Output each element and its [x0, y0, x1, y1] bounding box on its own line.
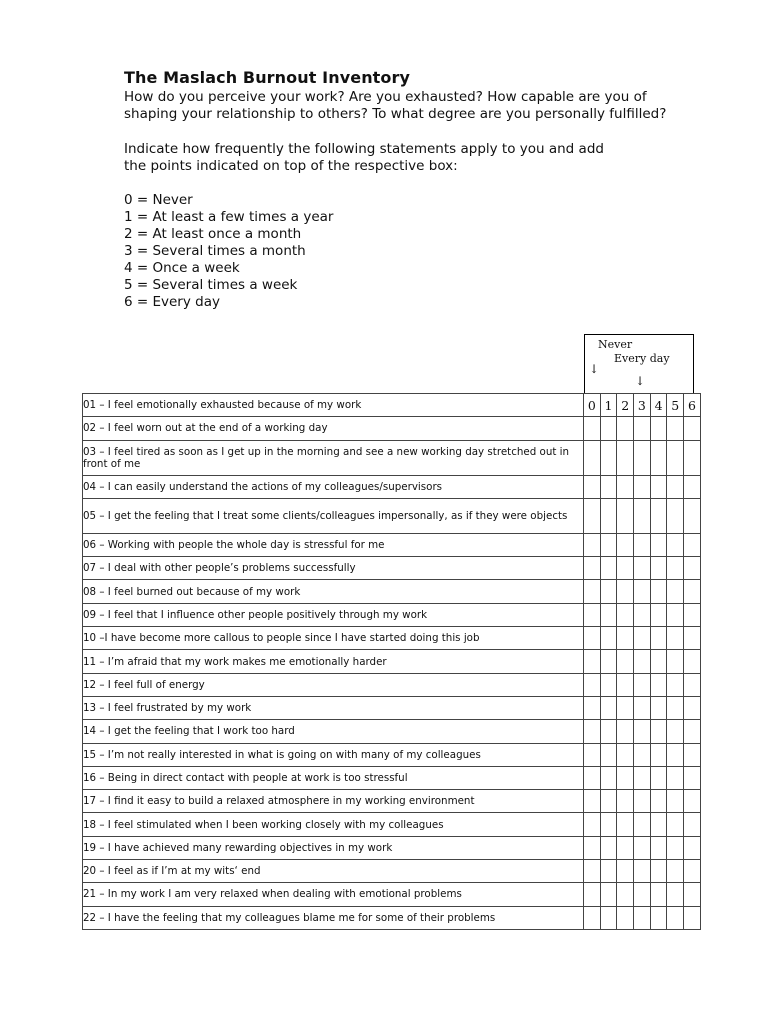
score-box[interactable] [634, 836, 651, 859]
score-box[interactable] [650, 673, 667, 696]
statement-row [83, 580, 701, 603]
statement-text: 19 – I have achieved many rewarding objectives in my work [83, 836, 584, 859]
statement-row [83, 813, 701, 836]
score-box[interactable] [617, 498, 634, 533]
score-box[interactable] [584, 790, 601, 813]
score-box[interactable] [650, 720, 667, 743]
statement-row [83, 743, 701, 766]
score-box[interactable] [600, 813, 617, 836]
statement-text: 04 – I can easily understand the actions of my colleagues/supervisors [83, 475, 584, 498]
score-box[interactable] [667, 813, 684, 836]
score-box[interactable] [650, 860, 667, 883]
intro-text [124, 89, 724, 123]
score-box[interactable] [600, 580, 617, 603]
score-column-header: 3 [634, 394, 651, 417]
score-box[interactable] [684, 417, 701, 440]
score-box[interactable] [634, 557, 651, 580]
score-box[interactable] [617, 813, 634, 836]
statement-row [83, 417, 701, 440]
score-column-header: 6 [684, 394, 701, 417]
score-box[interactable] [634, 533, 651, 556]
score-box[interactable] [584, 440, 601, 475]
score-box[interactable] [684, 860, 701, 883]
score-column-header: 0 [584, 394, 601, 417]
score-column-header: 2 [617, 394, 634, 417]
score-box[interactable] [634, 720, 651, 743]
score-box[interactable] [684, 498, 701, 533]
score-box[interactable] [684, 475, 701, 498]
score-box[interactable] [634, 743, 651, 766]
statement-text: 18 – I feel stimulated when I been working closely with my colleagues [83, 813, 584, 836]
score-box[interactable] [684, 813, 701, 836]
score-box[interactable] [617, 627, 634, 650]
score-box[interactable] [667, 883, 684, 906]
score-box[interactable] [584, 533, 601, 556]
score-box[interactable] [617, 417, 634, 440]
score-box[interactable] [634, 860, 651, 883]
score-box[interactable] [650, 813, 667, 836]
statement-row [83, 836, 701, 859]
statement-text: 11 – I’m afraid that my work makes me emotionally harder [83, 650, 584, 673]
legend-never-label: Never [598, 338, 633, 351]
score-box[interactable] [634, 498, 651, 533]
score-box[interactable] [617, 475, 634, 498]
score-box[interactable] [634, 603, 651, 626]
score-box[interactable] [634, 790, 651, 813]
score-box[interactable] [584, 720, 601, 743]
scale-item: 1 = At least a few times a year [124, 209, 334, 225]
page-title: The Maslach Burnout Inventory [124, 68, 411, 87]
score-box[interactable] [584, 417, 601, 440]
score-box[interactable] [617, 836, 634, 859]
score-box[interactable] [650, 475, 667, 498]
score-box[interactable] [650, 627, 667, 650]
score-box[interactable] [600, 883, 617, 906]
score-box[interactable] [684, 906, 701, 929]
score-box[interactable] [634, 440, 651, 475]
score-box[interactable] [617, 673, 634, 696]
score-box[interactable] [650, 533, 667, 556]
score-box[interactable] [667, 696, 684, 719]
score-box[interactable] [634, 475, 651, 498]
score-box[interactable] [584, 603, 601, 626]
score-box[interactable] [684, 673, 701, 696]
statement-row [83, 673, 701, 696]
score-box[interactable] [667, 533, 684, 556]
score-box[interactable] [600, 498, 617, 533]
score-box[interactable] [667, 790, 684, 813]
score-box[interactable] [650, 557, 667, 580]
score-box[interactable] [684, 650, 701, 673]
score-box[interactable] [600, 720, 617, 743]
statement-row [83, 650, 701, 673]
score-box[interactable] [650, 440, 667, 475]
score-box[interactable] [617, 743, 634, 766]
score-box[interactable] [584, 860, 601, 883]
score-box[interactable] [584, 475, 601, 498]
score-box[interactable] [684, 580, 701, 603]
score-box[interactable] [600, 906, 617, 929]
score-box[interactable] [600, 557, 617, 580]
statement-text: 12 – I feel full of energy [83, 673, 584, 696]
statement-row [83, 790, 701, 813]
score-box[interactable] [600, 417, 617, 440]
scale-item: 5 = Several times a week [124, 277, 298, 293]
score-box[interactable] [667, 627, 684, 650]
rating-scale [124, 192, 724, 311]
intro-line: shaping your relationship to others? To what degree are you personally fulfilled? [124, 106, 667, 122]
score-box[interactable] [634, 696, 651, 719]
score-box[interactable] [650, 743, 667, 766]
score-box[interactable] [584, 580, 601, 603]
statement-row [83, 860, 701, 883]
score-box[interactable] [634, 906, 651, 929]
score-box[interactable] [684, 790, 701, 813]
score-box[interactable] [584, 557, 601, 580]
score-box[interactable] [667, 475, 684, 498]
score-box[interactable] [617, 790, 634, 813]
score-box[interactable] [584, 883, 601, 906]
score-box[interactable] [584, 696, 601, 719]
statement-text: 03 – I feel tired as soon as I get up in the morning and see a new working day stretched out in front of me [83, 440, 584, 475]
statement-row [83, 498, 701, 533]
score-box[interactable] [684, 883, 701, 906]
score-box[interactable] [584, 813, 601, 836]
scale-item: 2 = At least once a month [124, 226, 302, 242]
intro-line: How do you perceive your work? Are you exhausted? How capable are you of [124, 89, 647, 105]
score-box[interactable] [617, 720, 634, 743]
score-box[interactable] [600, 860, 617, 883]
score-box[interactable] [617, 580, 634, 603]
score-box[interactable] [684, 440, 701, 475]
score-box[interactable] [600, 836, 617, 859]
statement-row [83, 557, 701, 580]
statement-text: 17 – I find it easy to build a relaxed atmosphere in my working environment [83, 790, 584, 813]
statement-text: 07 – I deal with other people’s problems successfully [83, 557, 584, 580]
score-box[interactable] [684, 720, 701, 743]
score-box[interactable] [667, 417, 684, 440]
score-box[interactable] [667, 860, 684, 883]
score-box[interactable] [667, 498, 684, 533]
statement-row [83, 720, 701, 743]
statement-text: 16 – Being in direct contact with people at work is too stressful [83, 766, 584, 789]
score-box[interactable] [617, 696, 634, 719]
score-box[interactable] [584, 498, 601, 533]
score-box[interactable] [650, 650, 667, 673]
score-box[interactable] [667, 906, 684, 929]
score-column-header: 5 [667, 394, 684, 417]
scale-legend [584, 334, 694, 394]
score-box[interactable] [600, 673, 617, 696]
score-box[interactable] [667, 580, 684, 603]
score-box[interactable] [667, 720, 684, 743]
inventory-table [82, 393, 701, 930]
score-box[interactable] [600, 790, 617, 813]
instructions-text [124, 141, 724, 175]
score-box[interactable] [684, 533, 701, 556]
score-box[interactable] [650, 417, 667, 440]
instructions-line: the points indicated on top of the respective box: [124, 158, 458, 174]
score-box[interactable] [684, 696, 701, 719]
statement-text: 20 – I feel as if I’m at my wits‘ end [83, 860, 584, 883]
statement-text: 22 – I have the feeling that my colleagues blame me for some of their problems [83, 906, 584, 929]
score-box[interactable] [617, 766, 634, 789]
statement-text: 14 – I get the feeling that I work too hard [83, 720, 584, 743]
statement-row [83, 533, 701, 556]
score-box[interactable] [584, 906, 601, 929]
statement-text: 01 – I feel emotionally exhausted because of my work [83, 394, 584, 417]
score-box[interactable] [600, 766, 617, 789]
score-box[interactable] [667, 603, 684, 626]
score-box[interactable] [634, 650, 651, 673]
score-box[interactable] [684, 766, 701, 789]
score-box[interactable] [650, 883, 667, 906]
score-column-header: 4 [650, 394, 667, 417]
score-box[interactable] [600, 440, 617, 475]
statement-text: 09 – I feel that I influence other people positively through my work [83, 603, 584, 626]
statement-row [83, 603, 701, 626]
statement-row [83, 440, 701, 475]
scale-item: 3 = Several times a month [124, 243, 306, 259]
score-box[interactable] [584, 766, 601, 789]
score-box[interactable] [667, 557, 684, 580]
score-box[interactable] [600, 475, 617, 498]
score-box[interactable] [600, 696, 617, 719]
score-box[interactable] [600, 650, 617, 673]
score-box[interactable] [600, 743, 617, 766]
score-box[interactable] [584, 627, 601, 650]
score-box[interactable] [617, 557, 634, 580]
scale-item: 6 = Every day [124, 294, 220, 310]
score-box[interactable] [617, 440, 634, 475]
score-box[interactable] [667, 440, 684, 475]
score-box[interactable] [634, 673, 651, 696]
score-box[interactable] [634, 627, 651, 650]
statement-text: 10 –I have become more callous to people since I have started doing this job [83, 627, 584, 650]
statement-text: 08 – I feel burned out because of my work [83, 580, 584, 603]
score-box[interactable] [584, 650, 601, 673]
score-box[interactable] [667, 673, 684, 696]
score-box[interactable] [684, 627, 701, 650]
score-box[interactable] [650, 498, 667, 533]
score-box[interactable] [650, 836, 667, 859]
score-column-header: 1 [600, 394, 617, 417]
form-header [124, 67, 724, 311]
score-box[interactable] [617, 650, 634, 673]
statement-text: 15 – I’m not really interested in what is going on with many of my colleagues [83, 743, 584, 766]
score-box[interactable] [634, 417, 651, 440]
score-box[interactable] [667, 650, 684, 673]
score-box[interactable] [600, 603, 617, 626]
arrow-down-icon: ↓ [589, 362, 600, 376]
legend-every-day-label: Every day [614, 352, 670, 365]
score-box[interactable] [667, 743, 684, 766]
score-box[interactable] [584, 673, 601, 696]
score-box[interactable] [667, 766, 684, 789]
statement-row [83, 906, 701, 929]
score-box[interactable] [650, 906, 667, 929]
score-box[interactable] [650, 766, 667, 789]
score-box[interactable] [600, 533, 617, 556]
statement-row [83, 766, 701, 789]
score-box[interactable] [634, 580, 651, 603]
instructions-line: Indicate how frequently the following statements apply to you and add [124, 141, 604, 157]
score-box[interactable] [617, 860, 634, 883]
score-box[interactable] [684, 836, 701, 859]
statement-text: 06 – Working with people the whole day is stressful for me [83, 533, 584, 556]
score-box[interactable] [634, 883, 651, 906]
score-box[interactable] [634, 766, 651, 789]
statement-row [83, 883, 701, 906]
score-box[interactable] [650, 790, 667, 813]
score-box[interactable] [667, 836, 684, 859]
statement-text: 13 – I feel frustrated by my work [83, 696, 584, 719]
scale-item: 4 = Once a week [124, 260, 240, 276]
statement-row [83, 696, 701, 719]
scale-item: 0 = Never [124, 192, 193, 208]
statement-row [83, 394, 701, 417]
score-box[interactable] [617, 603, 634, 626]
statement-text: 02 – I feel worn out at the end of a working day [83, 417, 584, 440]
score-box[interactable] [600, 627, 617, 650]
statement-row [83, 475, 701, 498]
score-box[interactable] [684, 603, 701, 626]
score-box[interactable] [650, 696, 667, 719]
score-box[interactable] [617, 883, 634, 906]
statement-text: 21 – In my work I am very relaxed when dealing with emotional problems [83, 883, 584, 906]
statement-text: 05 – I get the feeling that I treat some clients/colleagues impersonally, as if they were objects [83, 498, 584, 533]
score-box[interactable] [634, 813, 651, 836]
score-box[interactable] [684, 557, 701, 580]
score-box[interactable] [650, 580, 667, 603]
score-box[interactable] [584, 743, 601, 766]
statement-row [83, 627, 701, 650]
score-box[interactable] [650, 603, 667, 626]
score-box[interactable] [684, 743, 701, 766]
arrow-down-icon: ↓ [635, 374, 646, 388]
score-box[interactable] [584, 836, 601, 859]
score-box[interactable] [617, 906, 634, 929]
score-box[interactable] [617, 533, 634, 556]
